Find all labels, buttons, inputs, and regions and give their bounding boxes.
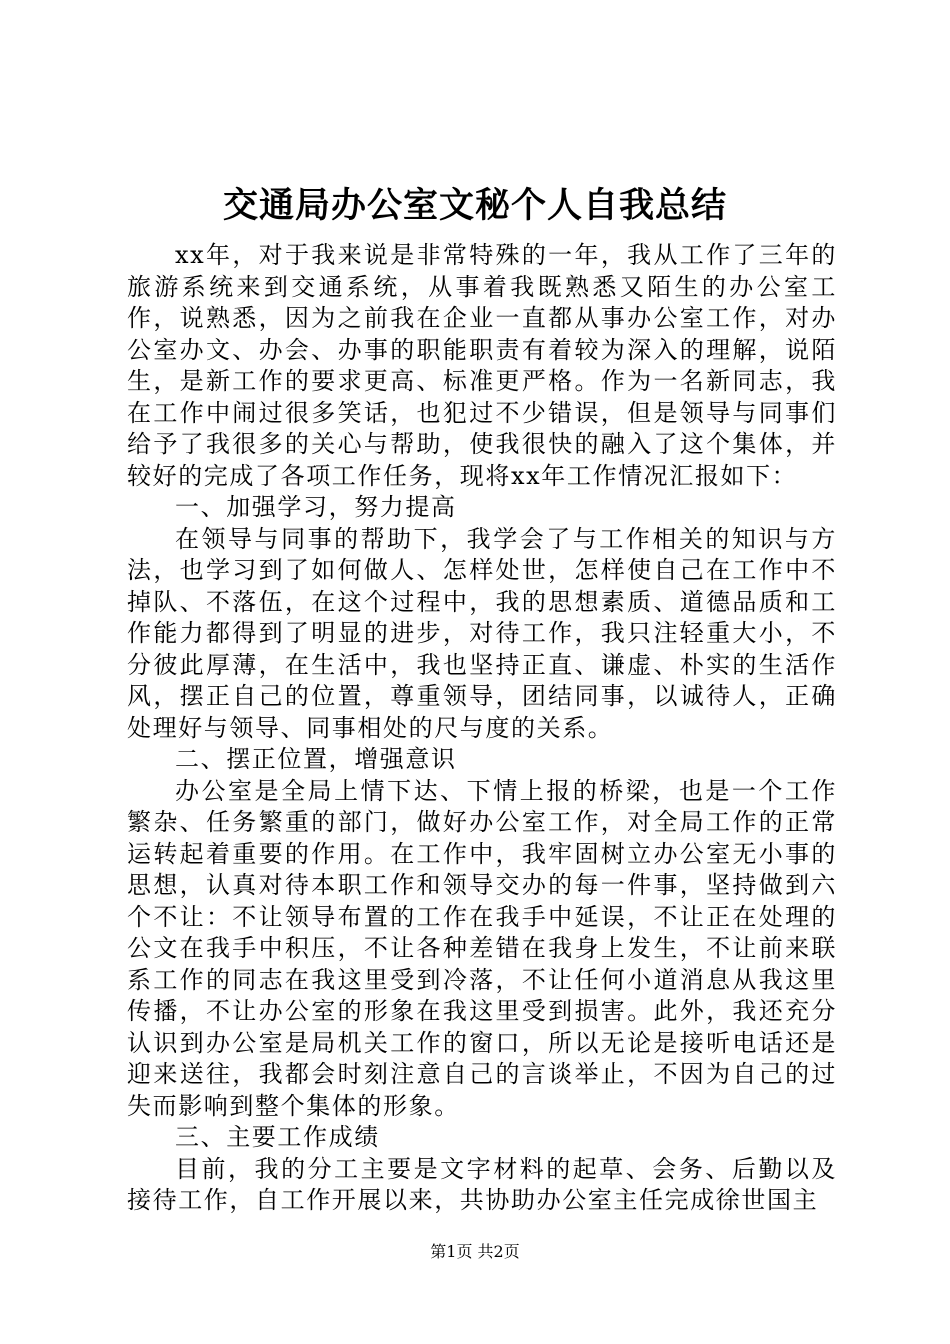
intro-paragraph: xx年，对于我来说是非常特殊的一年，我从工作了三年的旅游系统来到交通系统，从事着我既熟悉又陌生的办公室工作，说熟悉，因为之前我在企业一直都从事办公室工作，对办公室办文、办会、办事的职能职责有着较为深入的理解，说陌生，是新工作的要求更高、标准更严格。作为一名新同志，我在工作中闹过很多笑话，也犯过不少错误，但是领导与同事们给予了我很多的关心与帮助，使我很快的融入了这个集体，并较好的完成了各项工作任务，现将xx年工作情况汇报如下： xyxy=(127,241,837,490)
section-paragraph-2: 办公室是全局上情下达、下情上报的桥梁，也是一个工作繁杂、任务繁重的部门，做好办公室工作，对全局工作的正常运转起着重要的作用。在工作中，我牢固树立办公室无小事的思想，认真对待本职工作和领导交办的每一件事，坚持做到六个不让：不让领导布置的工作在我手中延误，不让正在处理的公文在我手中积压，不让各种差错在我身上发生，不让前来联系工作的同志在我这里受到冷落，不让任何小道消息从我这里传播，不让办公室的形象在我这里受到损害。此外，我还充分认识到办公室是局机关工作的窗口，所以无论是接听电话还是迎来送往，我都会时刻注意自己的言谈举止，不因为自己的过失而影响到整个集体的形象。 xyxy=(127,776,837,1120)
section-heading-3: 三、主要工作成绩 xyxy=(175,1123,380,1151)
section-heading-2: 二、摆正位置，增强意识 xyxy=(175,745,457,773)
section-paragraph-1: 在领导与同事的帮助下，我学会了与工作相关的知识与方法，也学习到了如何做人、怎样处世，怎样使自己在工作中不掉队、不落伍，在这个过程中，我的思想素质、道德品质和工作能力都得到了明显的进步，对待工作，我只注轻重大小，不分彼此厚薄，在生活中，我也坚持正直、谦虚、朴实的生活作风，摆正自己的位置，尊重领导，团结同事，以诚待人，正确处理好与领导、同事相处的尺与度的关系。 xyxy=(127,524,837,742)
document-body xyxy=(127,240,837,1217)
page-number-footer: 第1页 共2页 xyxy=(430,1242,520,1261)
document-title: 交通局办公室文秘个人自我总结 xyxy=(222,185,727,226)
section-heading-1: 一、加强学习，努力提高 xyxy=(175,493,457,521)
section-paragraph-3: 目前，我的分工主要是文字材料的起草、会务、后勤以及接待工作，自工作开展以来，共协助办公室主任完成徐世国主 xyxy=(127,1154,837,1214)
